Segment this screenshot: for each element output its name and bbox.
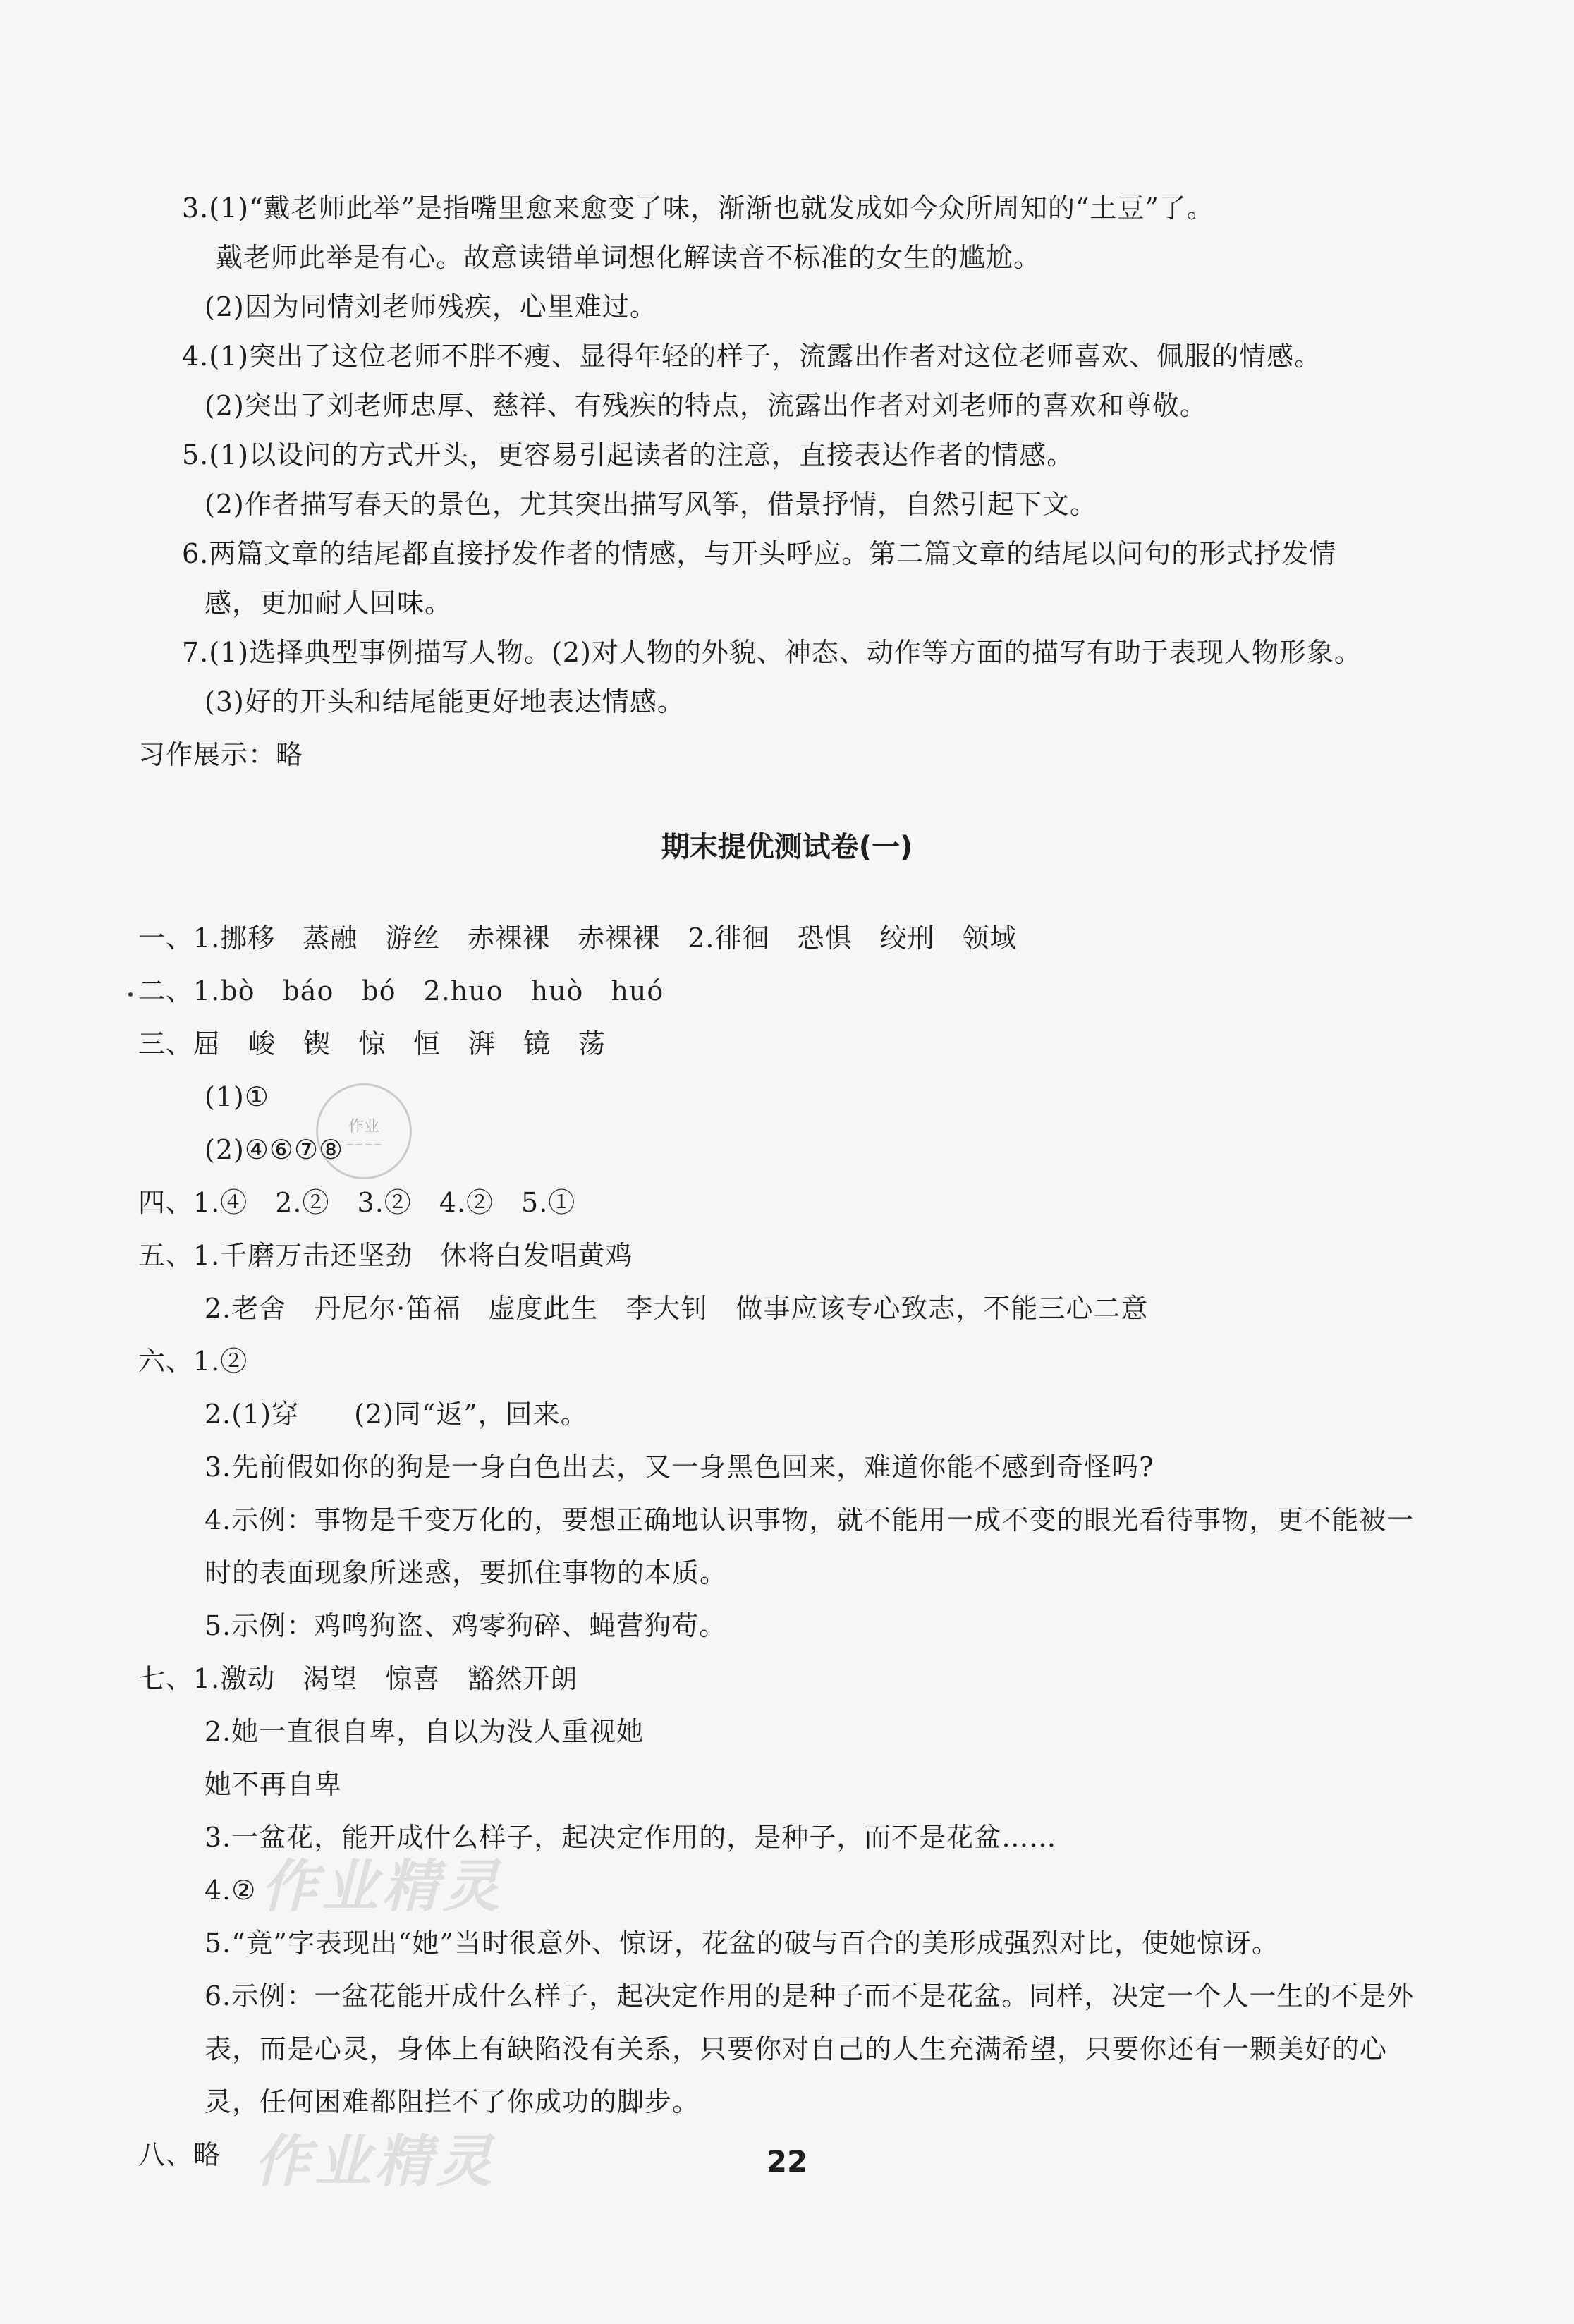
stamp-subtext: — — — — [346,1140,382,1148]
answer-line: 3.(1)“戴老师此举”是指嘴里愈来愈变了味，渐渐也就发成如今众所周知的“土豆”了。 [182,193,1214,224]
answer-line: 2.老舍 丹尼尔·笛福 虚度此生 李大钊 做事应该专心致志，不能三心二意 [205,1293,1149,1324]
answer-line: 表，而是心灵，身体上有缺陷没有关系，只要你对自己的人生充满希望，只要你还有一颗美好的心 [205,2033,1388,2064]
answer-line: 5.(1)以设问的方式开头，更容易引起读者的注意，直接表达作者的情感。 [182,439,1075,470]
answer-line: 3.先前假如你的狗是一身白色出去，又一身黑色回来，难道你能不感到奇怪吗? [205,1452,1154,1483]
answer-line: (1)① [205,1081,269,1112]
answer-line: 二、1.bò báo bó 2.huo huò huó [138,975,664,1006]
section-title: 期末提优测试卷(一) [661,831,913,863]
answer-line: 4.(1)突出了这位老师不胖不瘦、显得年轻的样子，流露出作者对这位老师喜欢、佩服的情感。 [182,341,1322,372]
answer-line: 八、略 [138,2139,221,2170]
answer-line: 6.两篇文章的结尾都直接抒发作者的情感，与开头呼应。第二篇文章的结尾以问句的形式抒发情 [182,538,1337,569]
answer-line: 习作展示：略 [138,739,304,770]
answer-line: (2)因为同情刘老师残疾，心里难过。 [205,291,657,322]
answer-line: (3)好的开头和结尾能更好地表达情感。 [205,686,685,717]
answer-line: 5.“竟”字表现出“她”当时很意外、惊讶，花盆的破与百合的美形成强烈对比，使她惊讶。 [205,1928,1279,1959]
answer-line: 四、1.④ 2.② 3.② 4.② 5.① [138,1187,576,1218]
page-number: 22 [766,2144,808,2179]
answer-line: 时的表面现象所迷惑，要抓住事物的本质。 [205,1557,728,1588]
answer-line: 2.她一直很自卑，自以为没人重视她 [205,1716,645,1747]
answer-line: 7.(1)选择典型事例描写人物。(2)对人物的外貌、神态、动作等方面的描写有助于表现人物形象。 [182,637,1362,668]
stamp [316,1083,412,1179]
answer-line: 4.示例：事物是千变万化的，要想正确地认识事物，就不能用一成不变的眼光看待事物，更不能被一 [205,1504,1415,1535]
answer-line: 戴老师此举是有心。故意读错单词想化解读音不标准的女生的尴尬。 [216,242,1042,273]
answer-line: 五、1.千磨万击还坚劲 休将白发唱黄鸡 [138,1240,633,1271]
answer-line: (2)④⑥⑦⑧ [205,1134,344,1165]
watermark: 作业精灵 [254,2129,496,2194]
answer-line: (2)突出了刘老师忠厚、慈祥、有残疾的特点，流露出作者对刘老师的喜欢和尊敬。 [205,390,1207,421]
answer-line: 4.② [205,1875,257,1906]
answer-line: 5.示例：鸡鸣狗盗、鸡零狗碎、蝇营狗苟。 [205,1610,727,1641]
answer-line: 灵，任何困难都阻拦不了你成功的脚步。 [205,2086,700,2117]
watermark: 作业精灵 [261,1854,504,1919]
answer-line: 七、1.激动 渴望 惊喜 豁然开朗 [138,1663,578,1694]
answer-line: 六、1.② [138,1346,248,1377]
answer-line: 3.一盆花，能开成什么样子，起决定作用的，是种子，而不是花盆…… [205,1822,1057,1853]
stamp-text: 作业 [348,1118,379,1136]
answer-line: 三、屈 峻 锲 惊 恒 湃 镜 荡 [138,1028,606,1059]
margin-dot [128,992,133,997]
answer-line: 感，更加耐人回味。 [205,588,453,619]
answer-line: (2)作者描写春天的景色，尤其突出描写风筝，借景抒情，自然引起下文。 [205,489,1097,520]
answer-line: 6.示例：一盆花能开成什么样子，起决定作用的是种子而不是花盆。同样，决定一个人一生的不是外 [205,1981,1415,2012]
answer-line: 她不再自卑 [205,1769,343,1800]
answer-line: 一、1.挪移 蒸融 游丝 赤裸裸 赤裸裸 2.徘徊 恐惧 绞刑 领域 [138,923,1018,954]
answer-line: 2.(1)穿 (2)同“返”，回来。 [205,1399,588,1430]
